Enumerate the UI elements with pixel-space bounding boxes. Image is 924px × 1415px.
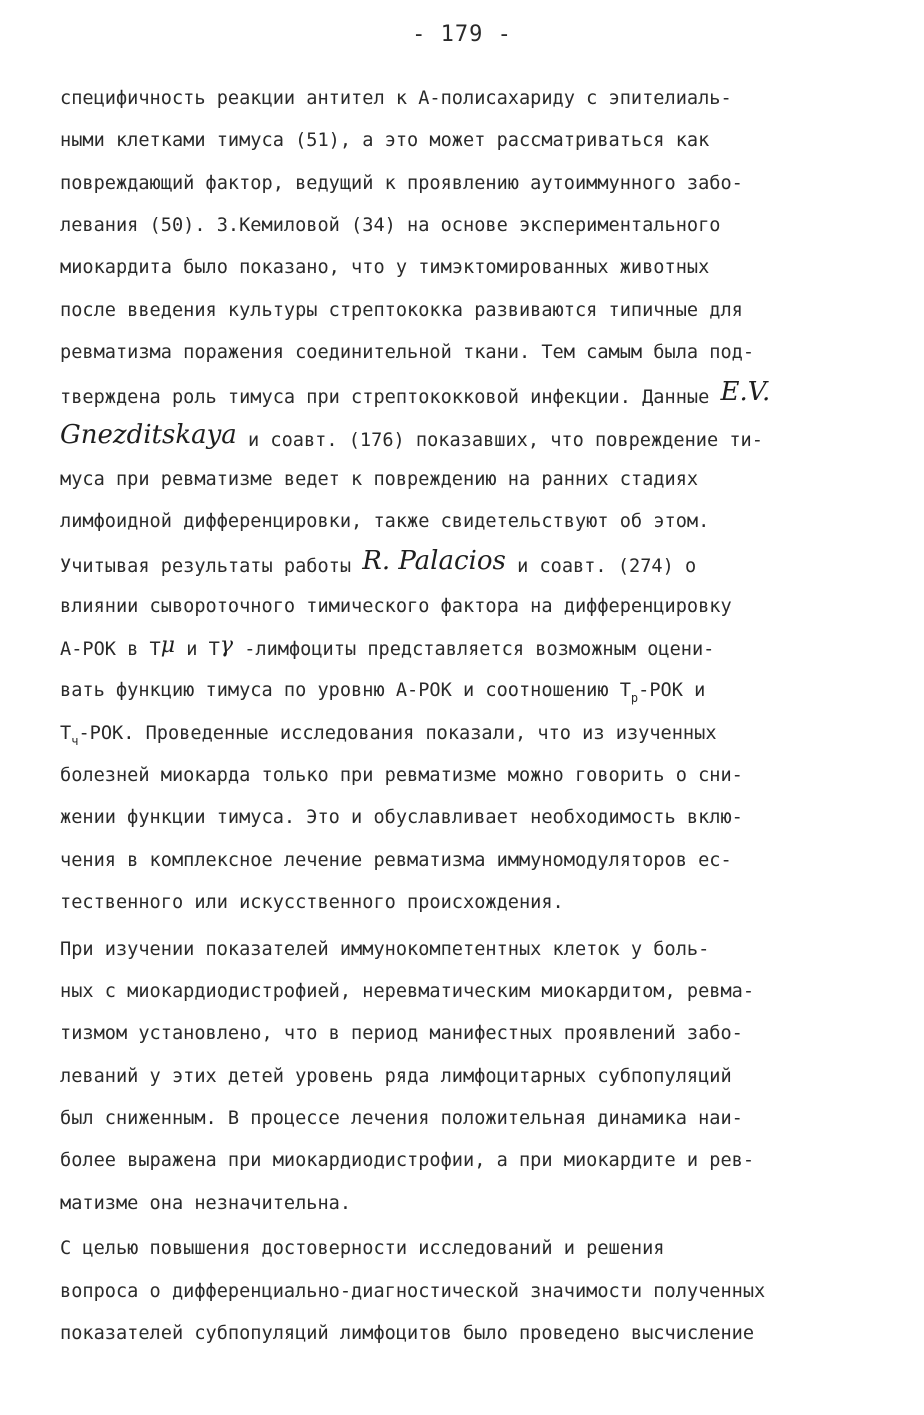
- text-line: повреждающий фактор, ведущий к проявлению аутоиммунного забо-: [60, 173, 743, 194]
- text-segment: -РОК. Проведенные исследования показали, что из изученных: [78, 723, 717, 744]
- text-line: болезней миокарда только при ревматизме можно говорить о сни-: [60, 765, 743, 786]
- text-line: вопроса о дифференциально-диагностической значимости полученных: [60, 1281, 766, 1302]
- text-line: жении функции тимуса. Это и обуславливает необходимость вклю-: [60, 807, 743, 828]
- handwritten-author-name: Gnezditskaya: [60, 420, 237, 450]
- text-line: [60, 546, 697, 579]
- text-segment: -лимфоциты представляется возможным оцени-: [233, 639, 715, 660]
- text-segment: вать функцию тимуса по уровню А-РОК и соотношению Т: [60, 680, 631, 701]
- text-line: тизмом установлено, что в период манифестных проявлений забо-: [60, 1023, 743, 1044]
- text-line: ных с миокардиодистрофией, неревматическим миокардитом, ревма-: [60, 981, 755, 1002]
- text-line: [60, 634, 714, 664]
- text-line: тественного или искусственного происхождения.: [60, 892, 564, 913]
- text-segment: Т: [60, 723, 72, 744]
- text-segment: Учитывая результаты работы: [60, 556, 363, 577]
- text-line: ными клетками тимуса (51), а это может рассматриваться как: [60, 130, 710, 151]
- page-number: - 179 -: [412, 22, 512, 47]
- text-line: был сниженным. В процессе лечения положительная динамика наи-: [60, 1108, 743, 1129]
- text-line: влиянии сывороточного тимического фактора на дифференцировку: [60, 596, 732, 617]
- text-line: матизме она незначительна.: [60, 1193, 352, 1214]
- handwritten-author-name: E.V.: [720, 377, 771, 407]
- text-line: [60, 377, 771, 410]
- text-line: специфичность реакции антител к А-полисахариду с эпителиаль-: [60, 88, 732, 109]
- text-line: С целью повышения достоверности исследований и решения: [60, 1238, 665, 1259]
- text-line: чения в комплексное лечение ревматизма иммуномодуляторов ес-: [60, 850, 732, 871]
- text-line: левания (50). З.Кемиловой (34) на основе экспериментального: [60, 215, 721, 236]
- text-line: [60, 420, 763, 453]
- text-segment: -РОК и: [638, 680, 706, 701]
- text-line: ревматизма поражения соединительной ткани. Тем самым была под-: [60, 342, 755, 363]
- handwritten-author-name: R. Palacios: [362, 546, 506, 576]
- text-line: [60, 676, 705, 706]
- text-line: леваний у этих детей уровень ряда лимфоцитарных субпопуляций: [60, 1066, 732, 1087]
- text-line: [60, 719, 717, 749]
- handwritten-symbol-mu: μ: [160, 633, 176, 658]
- text-segment: и соавт. (176) показавших, что повреждение ти-: [236, 430, 763, 451]
- text-line: муса при ревматизме ведет к повреждению на ранних стадиях: [60, 469, 699, 490]
- text-line: показателей субпопуляций лимфоцитов было проведено высчисление: [60, 1323, 755, 1344]
- text-segment: тверждена роль тимуса при стрептококковой инфекции. Данные: [60, 387, 721, 408]
- text-segment: и соавт. (274) о: [505, 556, 697, 577]
- text-line: миокардита было показано, что у тимэктомированных животных: [60, 257, 710, 278]
- handwritten-symbol-gamma: γ: [219, 633, 233, 658]
- subscript: ч: [71, 734, 79, 748]
- text-line: При изучении показателей иммунокомпетентных клеток у боль-: [60, 939, 710, 960]
- text-line: более выражена при миокардиодистрофии, а при миокардите и рев-: [60, 1150, 755, 1171]
- text-line: лимфоидной дифференцировки, также свидетельствуют об этом.: [60, 511, 710, 532]
- text-line: после введения культуры стрептококка развиваются типичные для: [60, 300, 743, 321]
- text-segment: А-РОК в Т: [60, 639, 161, 660]
- subscript: р: [630, 691, 639, 705]
- text-segment: и Т: [175, 639, 220, 660]
